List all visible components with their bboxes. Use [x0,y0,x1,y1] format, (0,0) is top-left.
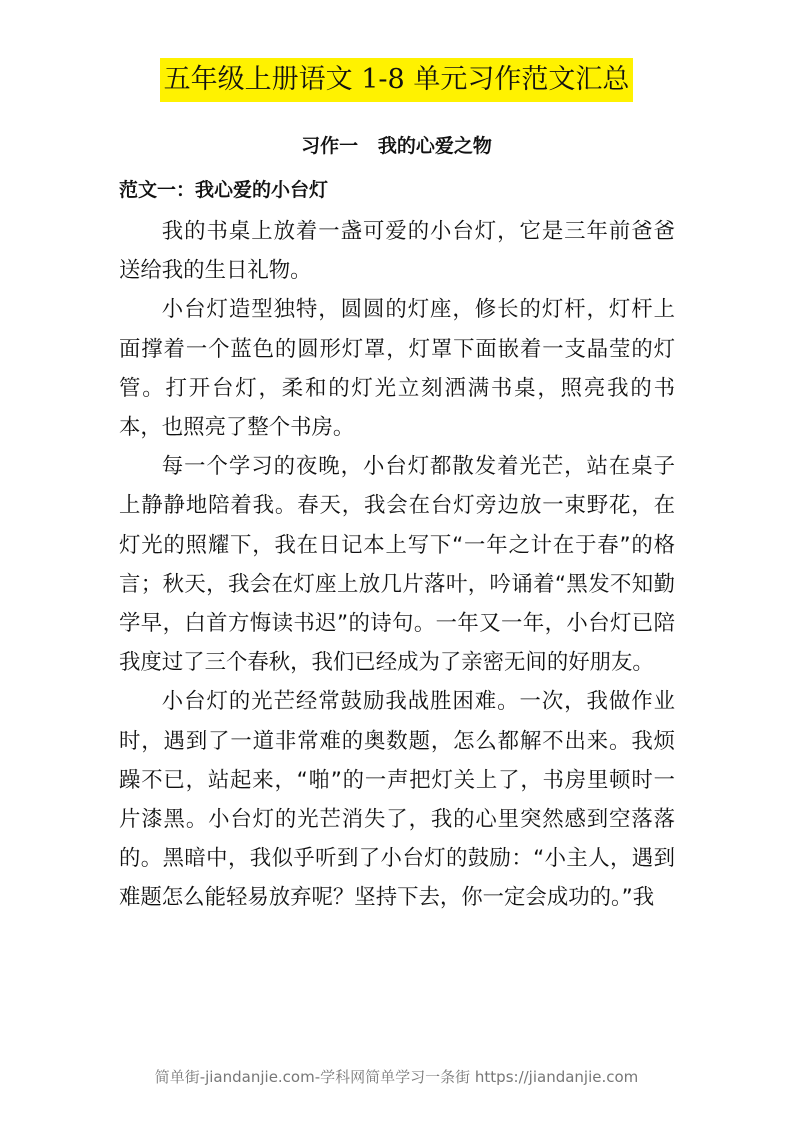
paragraph: 小台灯造型独特，圆圆的灯座，修长的灯杆，灯杆上面撑着一个蓝色的圆形灯罩，灯罩下面嵌着一支晶莹的灯管。打开台灯，柔和的灯光立刻洒满书桌，照亮我的书本，也照亮了整个书房。 [119,297,675,441]
section-title: 习作一 我的心爱之物 [301,135,492,157]
document-title-container [0,58,793,102]
document-title: 五年级上册语文 1-8 单元习作范文汇总 [160,58,634,102]
paragraph: 小台灯的光芒经常鼓励我战胜困难。一次，我做作业时，遇到了一道非常难的奥数题，怎么都解不出来。我烦躁不已，站起来，“啪”的一声把灯关上了，书房里顿时一片漆黑。小台灯的光芒消失了，我的心里突然感到空落落的。黑暗中，我似乎听到了小台灯的鼓励：“小主人，遇到难题怎么能轻易放弃呢？坚持下去，你一定会成功的。”我 [119,689,675,911]
page-footer: 简单街-jiandanjie.com-学科网简单学习一条街 https://jiandanjie.com [154,1068,639,1086]
essay-body [119,212,675,918]
essay-title: 范文一：我心爱的小台灯 [119,179,329,201]
paragraph: 每一个学习的夜晚，小台灯都散发着光芒，站在桌子上静静地陪着我。春天，我会在台灯旁边放一束野花，在灯光的照耀下，我在日记本上写下“一年之计在于春”的格言；秋天，我会在灯座上放几片落叶，吟诵着“黑发不知勤学早，白首方悔读书迟”的诗句。一年又一年，小台灯已陪我度过了三个春秋，我们已经成为了亲密无间的好朋友。 [119,454,675,676]
paragraph: 我的书桌上放着一盏可爱的小台灯，它是三年前爸爸送给我的生日礼物。 [119,219,675,284]
